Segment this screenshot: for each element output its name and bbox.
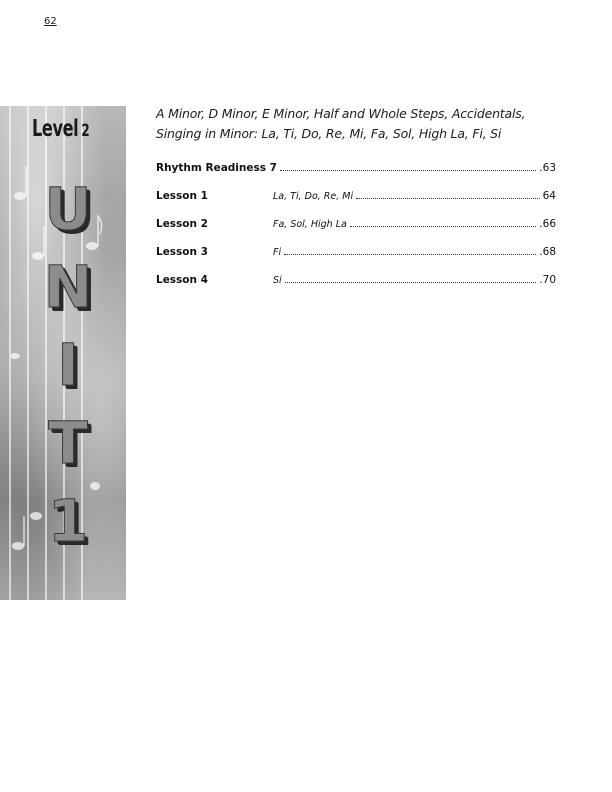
toc-row-lesson-2[interactable]	[156, 218, 556, 246]
toc-entry-topic: Fi	[273, 247, 282, 258]
page-number: 62	[44, 16, 57, 27]
toc-row-lesson-3[interactable]	[156, 246, 556, 274]
dot-leader	[356, 197, 540, 199]
unit-letter: 1	[47, 487, 89, 555]
unit-letter: N	[43, 253, 93, 321]
toc-page-number: .63	[539, 162, 556, 174]
level-number: 2	[81, 121, 90, 141]
toc-entry-title: Lesson 1	[156, 190, 208, 202]
dot-leader	[285, 281, 537, 283]
toc-page-number: .66	[539, 218, 556, 230]
unit-contents	[156, 104, 556, 302]
dot-leader	[350, 225, 536, 227]
unit-title-vertical	[38, 170, 98, 560]
toc-entry-title: Lesson 3	[156, 246, 208, 258]
toc-row-rhythm-readiness[interactable]	[156, 162, 556, 190]
level-label	[32, 116, 89, 142]
toc-entry-topic: Fa, Sol, High La	[273, 219, 347, 230]
toc-entry-topic: La, Ti, Do, Re, Mi	[273, 191, 354, 202]
toc-entry-title: Lesson 2	[156, 218, 208, 230]
unit-letter: U	[44, 175, 92, 243]
unit-sidebar-banner	[0, 106, 126, 600]
toc-page-number: .70	[539, 274, 556, 286]
toc-row-lesson-1[interactable]	[156, 190, 556, 218]
toc-entry-title: Lesson 4	[156, 274, 208, 286]
dot-leader	[280, 169, 536, 171]
unit-letter: I	[57, 331, 79, 399]
subtitle-line-2: Singing in Minor: La, Ti, Do, Re, Mi, Fa, Sol, High La, Fi, Si	[156, 126, 502, 141]
unit-subtitle	[156, 104, 556, 144]
toc-entry-topic: Si	[273, 275, 282, 286]
toc-page-number: .68	[539, 246, 556, 258]
unit-letter: T	[48, 409, 88, 477]
level-word: Level	[32, 116, 79, 142]
toc-entry-title: Rhythm Readiness 7	[156, 162, 277, 174]
subtitle-line-1: A Minor, D Minor, E Minor, Half and Whole Steps, Accidentals,	[156, 106, 526, 121]
dot-leader	[284, 253, 536, 255]
toc-page-number: 64	[542, 190, 556, 202]
toc-row-lesson-4[interactable]	[156, 274, 556, 302]
